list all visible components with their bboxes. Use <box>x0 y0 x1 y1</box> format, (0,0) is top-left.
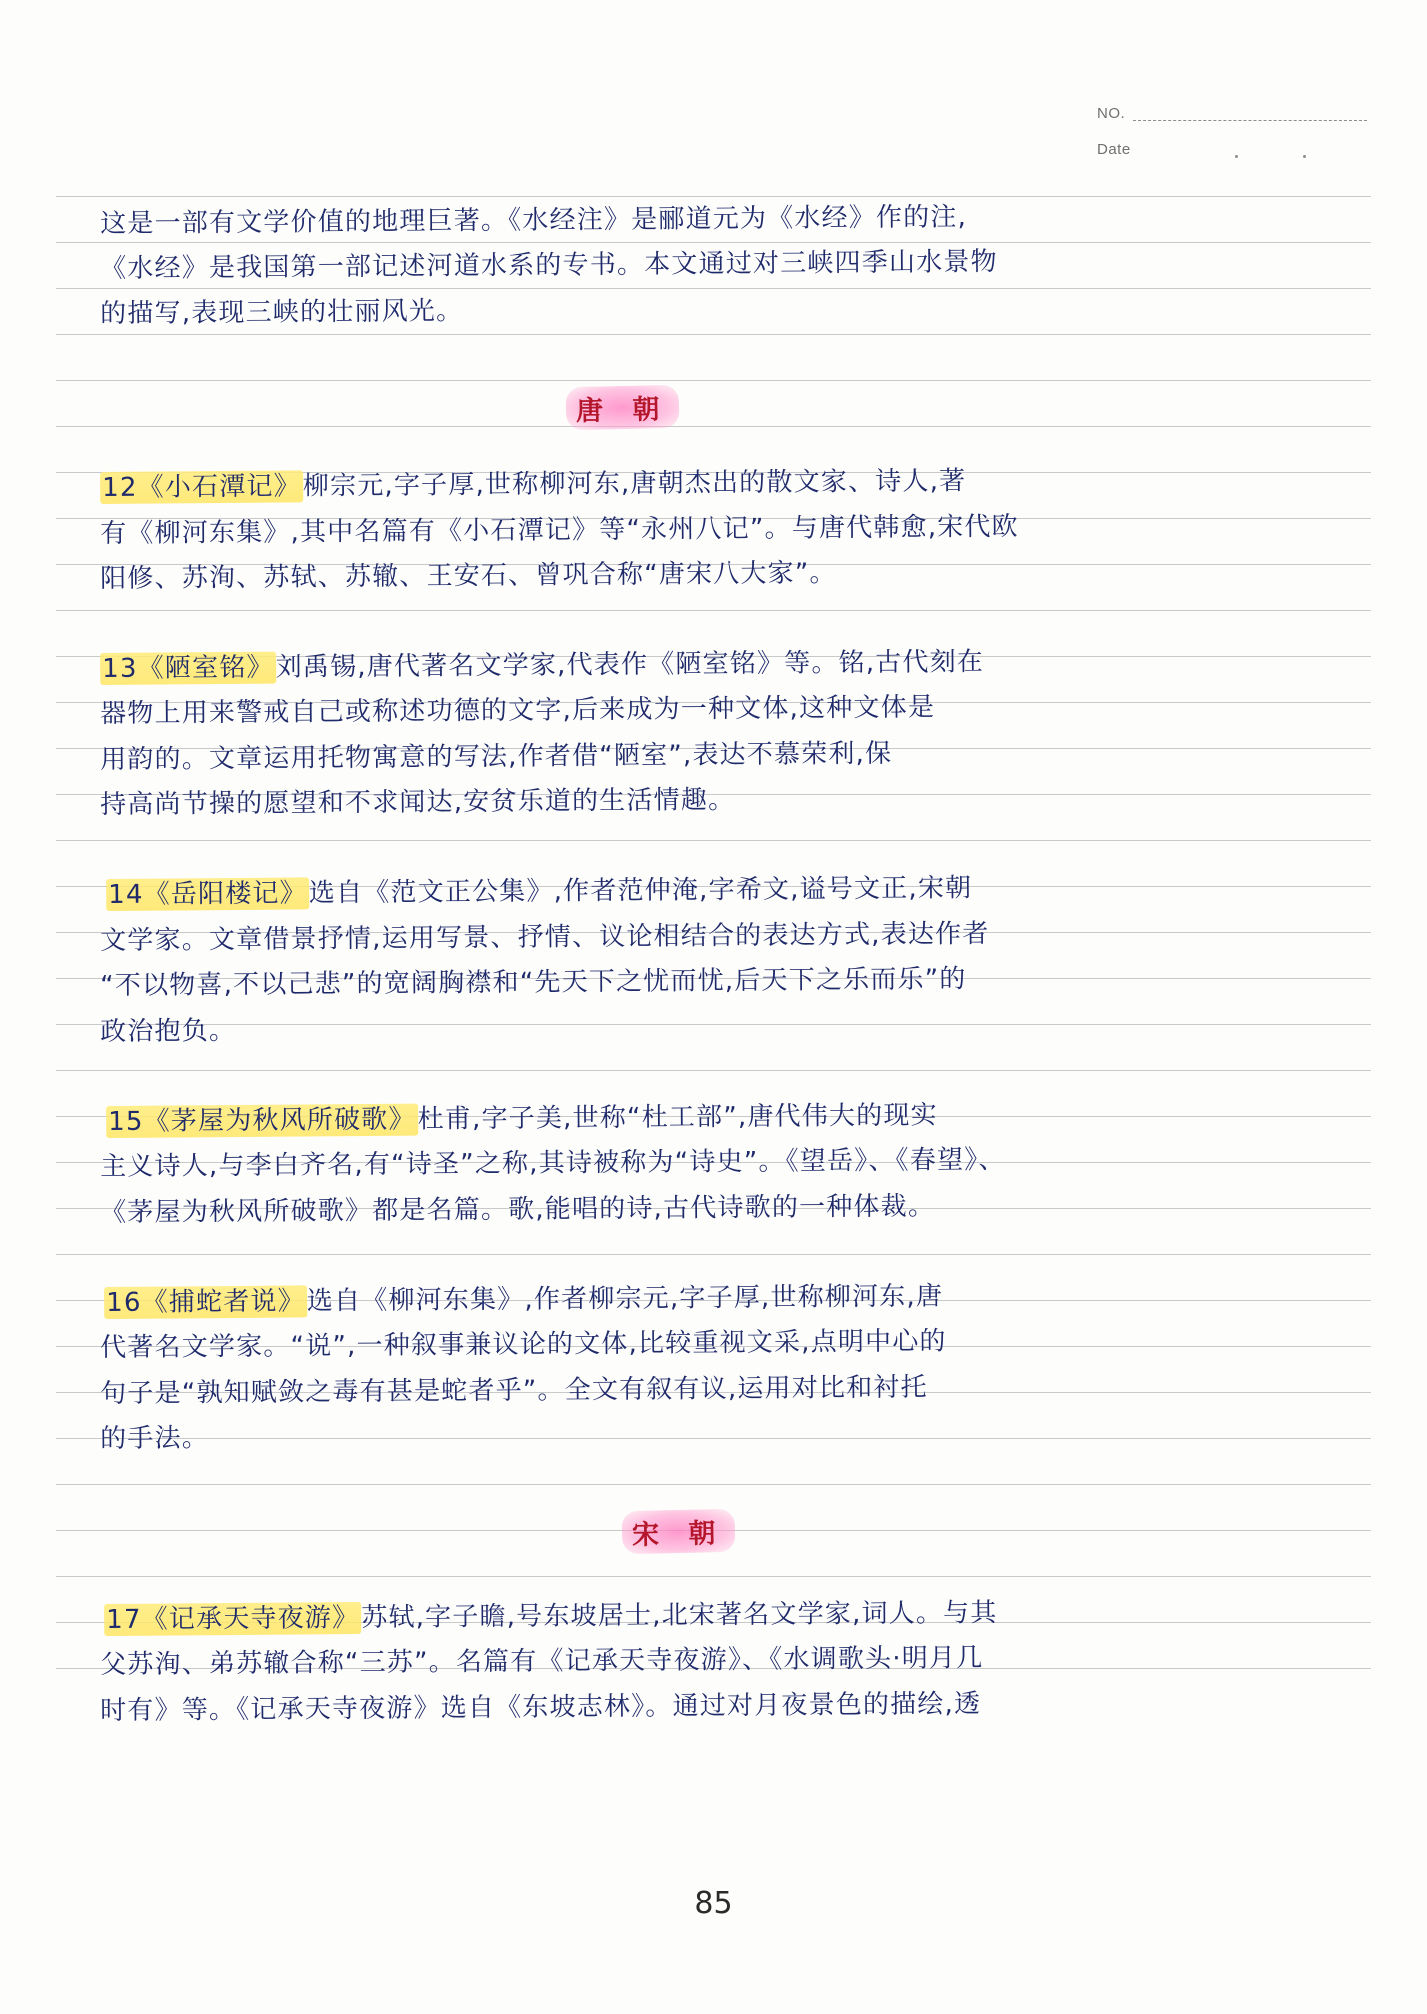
no-field-row <box>1097 88 1367 124</box>
entry-16-line4: 的手法。 <box>100 1423 210 1454</box>
entry-13-line4: 持高尚节操的愿望和不求闻达,安贫乐道的生活情趣。 <box>100 785 736 820</box>
entry-14-line2: 文学家。文章借景抒情,运用写景、抒情、议论相结合的表达方式,表达作者 <box>100 919 990 956</box>
entry-16-line2: 代著名文学家。“说”,一种叙事兼议论的文体,比较重视文采,点明中心的 <box>100 1326 947 1363</box>
entry-13-line1: 13《陋室铭》刘禹锡,唐代著名文学家,代表作《陋室铭》等。铭,古代刻在 <box>100 637 1365 693</box>
entry-17-head: 17《记承天寺夜游》 <box>104 1602 361 1636</box>
no-dashed-line <box>1133 119 1367 121</box>
date-label: Date <box>1097 141 1131 158</box>
entry-14-line4: 政治抱负。 <box>100 1015 237 1047</box>
entry-13-line3: 用韵的。文章运用托物寓意的写法,作者借“陋室”,表达不慕荣利,保 <box>100 738 893 775</box>
entry-14-line1: 14《岳阳楼记》选自《范文正公集》,作者范仲淹,字希文,谥号文正,宋朝 <box>106 863 1365 918</box>
entry-17-line2: 父苏洵、弟苏辙合称“三苏”。名篇有《记承天寺夜游》、《水调歌头·明月几 <box>100 1643 984 1680</box>
entry-13-line2: 器物上用来警戒自己或称述功德的文字,后来成为一种文体,这种文体是 <box>100 692 936 729</box>
entry-15-line2: 主义诗人,与李白齐名,有“诗圣”之称,其诗被称为“诗史”。《望岳》、《春望》、 <box>100 1144 1006 1182</box>
paragraph-intro-line2: 《水经》是我国第一部记述河道水系的专书。本文通过对三峡四季山水景物 <box>100 246 998 284</box>
page-number: 85 <box>694 1886 733 1921</box>
section-banner-song: 宋 朝 <box>622 1509 736 1554</box>
paragraph-intro: 这是一部有文学价值的地理巨著。《水经注》是郦道元为《水经》作的注, <box>100 202 968 239</box>
rule-gap <box>56 381 1371 426</box>
entry-17-line3: 时有》等。《记承天寺夜游》选自《东坡志林》。通过对月夜景色的描绘,透 <box>100 1689 982 1726</box>
entry-16-line1: 16《捕蛇者说》选自《柳河东集》,作者柳宗元,字子厚,世称柳河东,唐 <box>104 1271 1365 1326</box>
entry-14-line3: “不以物喜,不以己悲”的宽阔胸襟和“先天下之忧而忧,后天下之乐而乐”的 <box>100 964 967 1001</box>
date-dots <box>1139 146 1367 160</box>
date-field-row <box>1097 124 1367 160</box>
entry-15-line3: 《茅屋为秋风所破歌》都是名篇。歌,能唱的诗,古代诗歌的一种体裁。 <box>100 1191 936 1228</box>
entry-12-line2: 有《柳河东集》,其中名篇有《小石潭记》等“永州八记”。与唐代韩愈,宋代欧 <box>100 511 1019 549</box>
page-header <box>1097 88 1367 160</box>
entry-16-head: 16《捕蛇者说》 <box>104 1285 307 1319</box>
rule-gap <box>56 335 1371 380</box>
no-label: NO. <box>1097 105 1126 122</box>
entry-12-head: 12《小石潭记》 <box>100 470 303 504</box>
entry-12-line3: 阳修、苏洵、苏轼、苏辙、王安石、曾巩合称“唐宋八大家”。 <box>100 558 837 594</box>
entry-12-line1: 12《小石潭记》柳宗元,字子厚,世称柳河东,唐朝杰出的散文家、诗人,著 <box>100 456 1365 512</box>
entry-14-head: 14《岳阳楼记》 <box>106 877 309 911</box>
entry-15-line1: 15《茅屋为秋风所破歌》杜甫,字子美,世称“杜工部”,唐代伟大的现实 <box>106 1090 1365 1145</box>
entry-17-line1: 17《记承天寺夜游》苏轼,字子瞻,号东坡居士,北宋著名文学家,词人。与其 <box>104 1588 1365 1643</box>
paragraph-intro-line3: 的描写,表现三峡的壮丽风光。 <box>100 296 464 329</box>
section-banner-tang: 唐 朝 <box>566 385 680 430</box>
entry-15-head: 15《茅屋为秋风所破歌》 <box>106 1104 418 1138</box>
entry-13-head: 13《陋室铭》 <box>100 652 276 685</box>
entry-16-line3: 句子是“孰知赋敛之毒有甚是蛇者乎”。全文有叙有议,运用对比和衬托 <box>100 1372 928 1409</box>
